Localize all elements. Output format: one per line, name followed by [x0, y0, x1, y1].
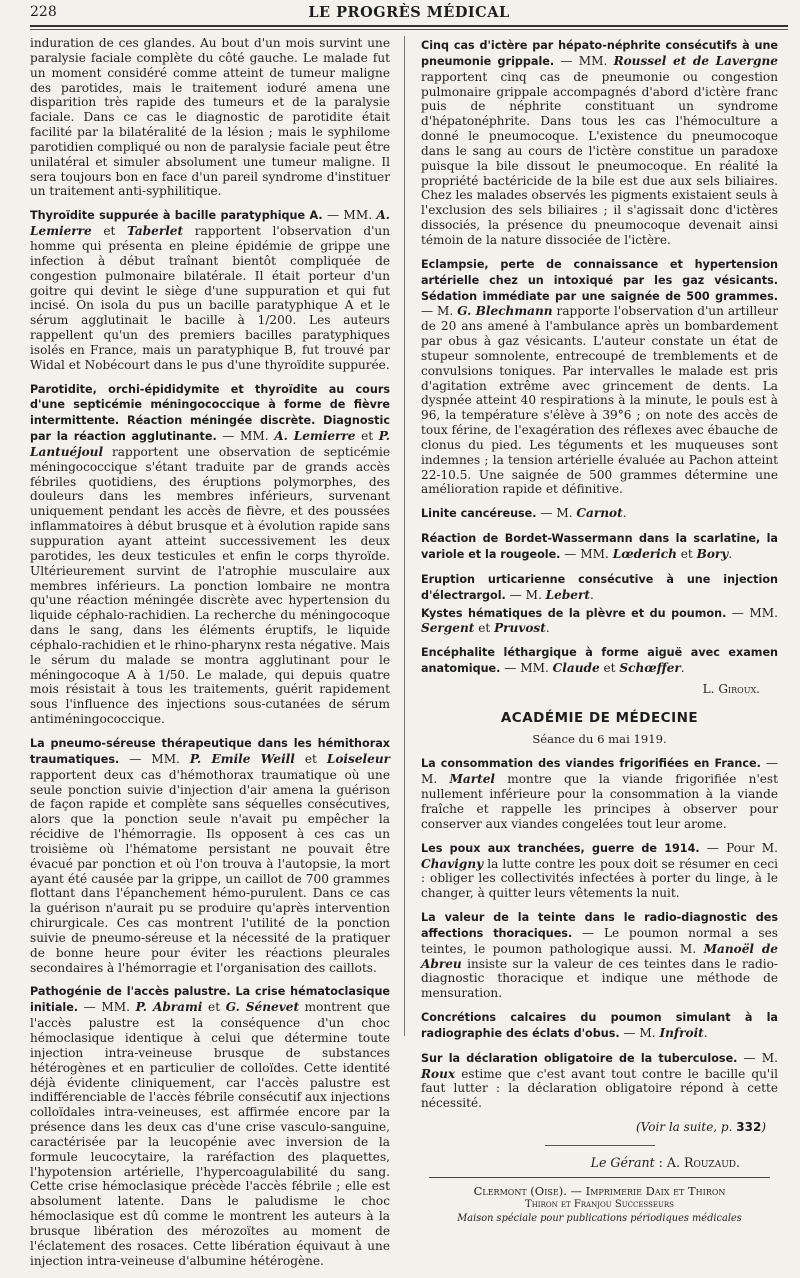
article-body: rapportent cinq cas de pneumonie ou congestion pulmonaire grippale accompagnés d'abord d'ictère franc puis de néphrite constituant un syndrome d'hépatonéphrite. Dans tous les cas l'hémoculture a donné le pneumocoque. L'existence du pneumocoque dans le sang au cours de l'ictère constitue un paradoxe puisque la bile dissout le pneumocoque. En réalité la propriété bactéricide de la bile est due aux sels biliaires. Chez les malades observés les pigments existaient seuls à l'exclusion des sels biliaires ; il s'agissait donc d'ictères dissociés, la présence du pneumocoque devenait ainsi témoin de la nature dissociée de l'ictère.: [421, 69, 778, 247]
text-run: — MM.: [554, 53, 614, 68]
text-run: et: [91, 224, 127, 239]
text-run: et: [474, 621, 495, 636]
text-run: — M.: [505, 587, 546, 602]
text-run: et: [599, 661, 620, 676]
printer-imprint: [421, 1184, 778, 1226]
author-name: Loiseleur: [326, 751, 390, 766]
imprint-line: Clermont (Oise). — Imprimerie Daix et Thiron: [473, 1183, 726, 1198]
author-name: Roux: [421, 1066, 456, 1081]
paragraph-frozen-meat: [421, 756, 778, 831]
author-name: Carnot: [576, 506, 623, 521]
article-heading: Pathogénie de l'accès palustre. La crise hématoclasique initiale.: [30, 985, 390, 1015]
page-number: 228: [30, 4, 57, 20]
article-heading: Réaction de Bordet-Wassermann dans la scarlatine, la variole et la rougeole.: [421, 532, 778, 561]
author-name: Claude: [552, 661, 600, 676]
author-name: Lebert: [545, 587, 590, 602]
session-date: Séance du 6 mai 1919.: [532, 731, 667, 746]
author-name: A. Lemierre: [274, 429, 356, 444]
text-run: — Le poumon normal a ses teintes, le poumon pathologique aussi. M.: [421, 925, 778, 956]
text-run: — MM.: [216, 429, 275, 444]
paragraph-meningococcal: [30, 382, 390, 727]
text-run: — MM.: [119, 751, 190, 766]
section-title: ACADÉMIE DE MÉDECINE: [500, 709, 699, 726]
article-body: rapporte l'observation d'un artilleur de 20 ans amené à l'ambulance après un bombardement par obus à gaz vésicants. L'auteur constate un état de stupeur somnolente, entrecoupé de tremblements et de convulsions toniques. Par intervalles le malade est pris d'agitation extrême avec grincement de dents. La dyspnée atteint 40 respirations à la minute, le pouls est à 96, la température s'élève à 39°6 ; on note des accès de toux férine, de l'exagération des réflexes avec ébauche de clonus du pied. Les téguments et les muqueuses sont indemnes ; la tension artérielle évaluée au Pachon atteint 22-10.5. Une saignée de 500 grammes détermine une amélioration rapide et définitive.: [421, 304, 778, 497]
text-run: — M.: [421, 304, 458, 319]
text-run: et: [294, 751, 327, 766]
article-heading: Eclampsie, perte de connaissance et hypertension artérielle chez un intoxiqué par les gaz vésicants. Sédation immédiate par une saignée de 500 grammes.: [421, 257, 778, 303]
text-run: — MM.: [322, 208, 377, 223]
continuation-page: 332: [736, 1120, 762, 1135]
text-run: — M.: [421, 756, 778, 787]
text-run: — M.: [536, 506, 577, 521]
paragraph-radio-diagnostic: [421, 910, 778, 1001]
paragraph-eclampsia: [421, 257, 778, 498]
author-name: Lœderich: [612, 547, 677, 561]
text-run: — MM.: [726, 605, 778, 620]
paragraph-tuberculosis: [421, 1051, 778, 1111]
imprint-line: Maison spéciale pour publications périodiques médicales: [457, 1212, 742, 1224]
article-heading: Linite cancéreuse.: [421, 507, 537, 521]
signature: L. Giroux.: [702, 681, 760, 696]
article-heading: La valeur de la teinte dans le radio-diagnostic des affections thoraciques.: [421, 911, 778, 940]
paragraph-hemothorax: [30, 736, 390, 976]
author-name: Taberlet: [127, 224, 184, 239]
paragraph-cysts: [421, 606, 778, 637]
article-heading: Kystes hématiques de la plèvre et du poumon.: [421, 606, 727, 620]
left-column: [30, 36, 390, 1278]
author-name: P. Abrami: [135, 1000, 203, 1015]
text-run: .: [680, 661, 685, 676]
article-body: rapportent une observation de septicémie méningococcique s'étant traduite par de grands accès fébriles quotidiens, des éruptions polymorphes, des douleurs dans les membres inférieurs, survenant uniquement pendant les accès de fièvre, et des poussées inflammatoires à début brusque et à évolution rapide sans suppuration ayant atteint successivement les deux parotides, les deux testicules et enfin le corps thyroïde. Ultérieurement survint de l'atrophie musculaire aux membres inférieurs. La ponction lombaire ne montra qu'une réaction méningée discrète avec hypertension du liquide céphalo-rachidien. La recherche du méningocoque dans le sang, dans les éléments éruptifs, le liquide céphalo-rachidien et le rhino-pharynx resta négative. Mais le sérum du malade se montra agglutinant pour le méningocoque A à 1/50. Le malade, qui depuis quatre mois résistait à tous les traitements, guérit rapidement sous l'influence des injections sous-cutanées de sérum antiméningococcique.: [30, 444, 390, 727]
continuation-note: [421, 1120, 766, 1135]
article-heading: Thyroïdite suppurée à bacille paratyphique A.: [30, 209, 323, 223]
author-name: Sergent: [421, 621, 475, 636]
text-run: — M.: [619, 1025, 660, 1040]
article-heading: Parotidite, orchi-épididymite et thyroïdite au cours d'une septicémie méningococcique à forme de fièvre intermittente. Réaction méningée discrète. Diagnostic par la réaction agglutinante.: [30, 382, 390, 444]
author-name: Infroit: [659, 1025, 704, 1040]
author-name: Roussel et de Lavergne: [613, 53, 778, 68]
paragraph-encephalitis: [421, 645, 778, 677]
author-name: P. Lantuéjoul: [30, 429, 390, 459]
text-run: ): [761, 1120, 766, 1135]
header-rule-thin: [30, 29, 788, 30]
imprint-line: Thiron et Franjou Successeurs: [525, 1198, 674, 1210]
author-name: P. Emile Weill: [189, 751, 295, 766]
column-divider: [404, 36, 405, 1036]
article-heading: Eruption urticarienne consécutive à une injection d'électrargol.: [421, 572, 778, 602]
author-name: Schœffer: [619, 661, 681, 676]
article-heading: Encéphalite léthargique à forme aiguë avec examen anatomique.: [421, 646, 778, 676]
article-heading: Concrétions calcaires du poumon simulant à la radiographie des éclats d'obus.: [421, 1011, 778, 1040]
paragraph-icterus: [421, 38, 778, 248]
text-run: .: [703, 1025, 708, 1040]
article-body: montre que la viande frigorifiée n'est nullement inférieure pour la consommation à la viande fraîche et rappelle les principes à observer pour conserver aux viandes congelées tout leur arome.: [421, 772, 779, 831]
text-run: .: [728, 547, 733, 561]
publisher-line: [421, 1156, 740, 1171]
text-run: et: [676, 547, 697, 561]
article-body: rapportent l'observation d'un homme qui présenta en pleine épidémie de grippe une infection à début traînant bientôt compliquée de congestion pulmonaire bilatérale. Il était porteur d'un goitre qui devint le siège d'une suppuration et qui fut incisé. On isola du pus un bacille paratyphique A et le sérum agglutinait le bacille à 1/200. Les auteurs rappellent qu'un des premiers bacilles paratyphiques isolés en France, mais un paratyphique B, fut trouvé par Widal et Nobécourt dans le pus d'une thyroïdite suppurée.: [30, 224, 390, 372]
author-name: G. Blechmann: [457, 304, 553, 319]
article-body: rapportent deux cas d'hémothorax traumatique où une seule ponction suivie d'injection d'air amena la guérison de façon rapide et complète sans séquelles consécutives, alors que la ponction seule n'avait pu empêcher la récidive de l'hémorragie. Ils opposent à ces cas un troisième où l'hématome persistant ne pouvait être évacué par ponction et où l'on trouva à l'autopsie, la mort ayant été causée par la grippe, un caillot de 700 grammes flottant dans l'épanchement hémo-purulent. Dans ce cas la guérison n'aurait pu se produire qu'après intervention chirurgicale. Ces cas montrent l'utilité de la ponction suivie de pneumo-séreuse et la nécessité de la pratiquer de bonne heure pour éviter les réactions pleurales secondaires à l'hémorragie et l'organisation des caillots.: [30, 767, 390, 975]
text-run: .: [589, 587, 594, 602]
header-rule: [30, 25, 788, 27]
author-name: Chavigny: [421, 856, 484, 871]
article-body: estime que c'est avant tout contre le bacille qu'il faut lutter : la déclaration obligatoire répond à cette nécessité.: [421, 1066, 778, 1111]
paragraph-lice: [421, 841, 778, 901]
text-run: — M.: [737, 1050, 778, 1065]
article-body: la lutte contre les poux doit se résumer en ceci : obliger les collectivités infectées à porter du linge, à le changer, à quitter leurs vêtements la nuit.: [421, 856, 778, 901]
text-run: .: [622, 506, 627, 521]
author-name: Pruvost: [494, 621, 546, 636]
paragraph-wassermann: [421, 531, 778, 563]
gerant-name: : A. Rouzaud.: [654, 1155, 740, 1170]
author-name: A. Lemierre: [30, 208, 390, 239]
separator-rule: [545, 1145, 655, 1146]
author-name: G. Sénevet: [225, 1000, 300, 1015]
paragraph-malaria: [30, 984, 390, 1268]
imprint-rule: [429, 1177, 770, 1178]
text-run: — MM.: [78, 1000, 136, 1015]
paragraph-linitis: [421, 506, 778, 522]
article-heading: Cinq cas d'ictère par hépato-néphrite consécutifs à une pneumonie grippale.: [421, 39, 778, 68]
author-name: Martel: [449, 772, 496, 787]
paragraph-urticaria: [421, 572, 778, 604]
text-run: .: [545, 621, 550, 636]
text-run: et: [202, 1000, 226, 1015]
paragraph-parotid-continuation: induration de ces glandes. Au bout d'un mois survint une paralysie faciale complète du côté gauche. Le malade fut un moment considéré comme atteint de tumeur maligne des parotides, mais le traitement ioduré amena une disparition très rapide des tumeurs et de la paralysie faciale. Dans ce cas le diagnostic de parotidite était facilité par la bilatéralité de la lésion ; mais le syphilome parotidien compliqué ou non de paralysie faciale peut être unilatéral et simuler absolument une tumeur maligne. Il sera toujours bon en face d'un pareil syndrome d'instituer un traitement anti-syphilitique.: [30, 36, 390, 199]
text-run: et: [355, 429, 379, 444]
article-body: montrent que l'accès palustre est la conséquence d'un choc hémoclasique identique à celui que détermine toute injection intra-veineuse brusque de substances hétérogènes et en particulier de colloïdes. Cette identité déjà évidente cliniquement, car l'accès palustre est indifférenciable de l'accès fébrile consécutif aux injections colloïdales intra-veineuses, est affirmée encore par la présence dans les deux cas d'une crise vasculo-sanguine, caractérisée par la leucopénie avec inversion de la formule leucocytaire, la raréfaction des plaquettes, l'hypotension artérielle, l'hypercoagulabilité du sang. Cette crise hémoclasique précède l'accès fébrile ; elle est absolument latente. Dans le paludisme le choc hémoclasique est dû comme le montrent les auteurs à la brusque libération des mérozoïtes au moment de l'éclatement des rosaces. Cette libération équivaut à une injection intra-veineuse d'albumine hétérogène.: [30, 1000, 390, 1268]
text-run: — MM.: [500, 661, 553, 676]
page-header: [30, 4, 788, 26]
article-heading: Sur la déclaration obligatoire de la tuberculose.: [421, 1051, 738, 1065]
text-run: — MM.: [560, 547, 613, 561]
article-heading: La pneumo-séreuse thérapeutique dans les hémithorax traumatiques.: [30, 736, 390, 766]
text-run: (Voir la suite, p.: [635, 1120, 737, 1135]
text-run: — Pour M.: [699, 840, 778, 855]
right-column: [421, 38, 778, 1226]
gerant-label: Le Gérant: [590, 1155, 655, 1170]
paragraph-thyroiditis: [30, 208, 390, 372]
article-heading: La consommation des viandes frigorifiées en France.: [421, 757, 761, 771]
journal-title: LE PROGRÈS MÉDICAL: [308, 4, 510, 21]
article-heading: Les poux aux tranchées, guerre de 1914.: [421, 841, 700, 855]
article-body: insiste sur la valeur de ces teintes dans le radio-diagnostic thoracique et indique une méthode de mensuration.: [421, 956, 778, 1001]
author-name: Manoël de Abreu: [421, 941, 778, 971]
paragraph-concretions: [421, 1010, 778, 1042]
author-name: Bory: [696, 547, 729, 561]
